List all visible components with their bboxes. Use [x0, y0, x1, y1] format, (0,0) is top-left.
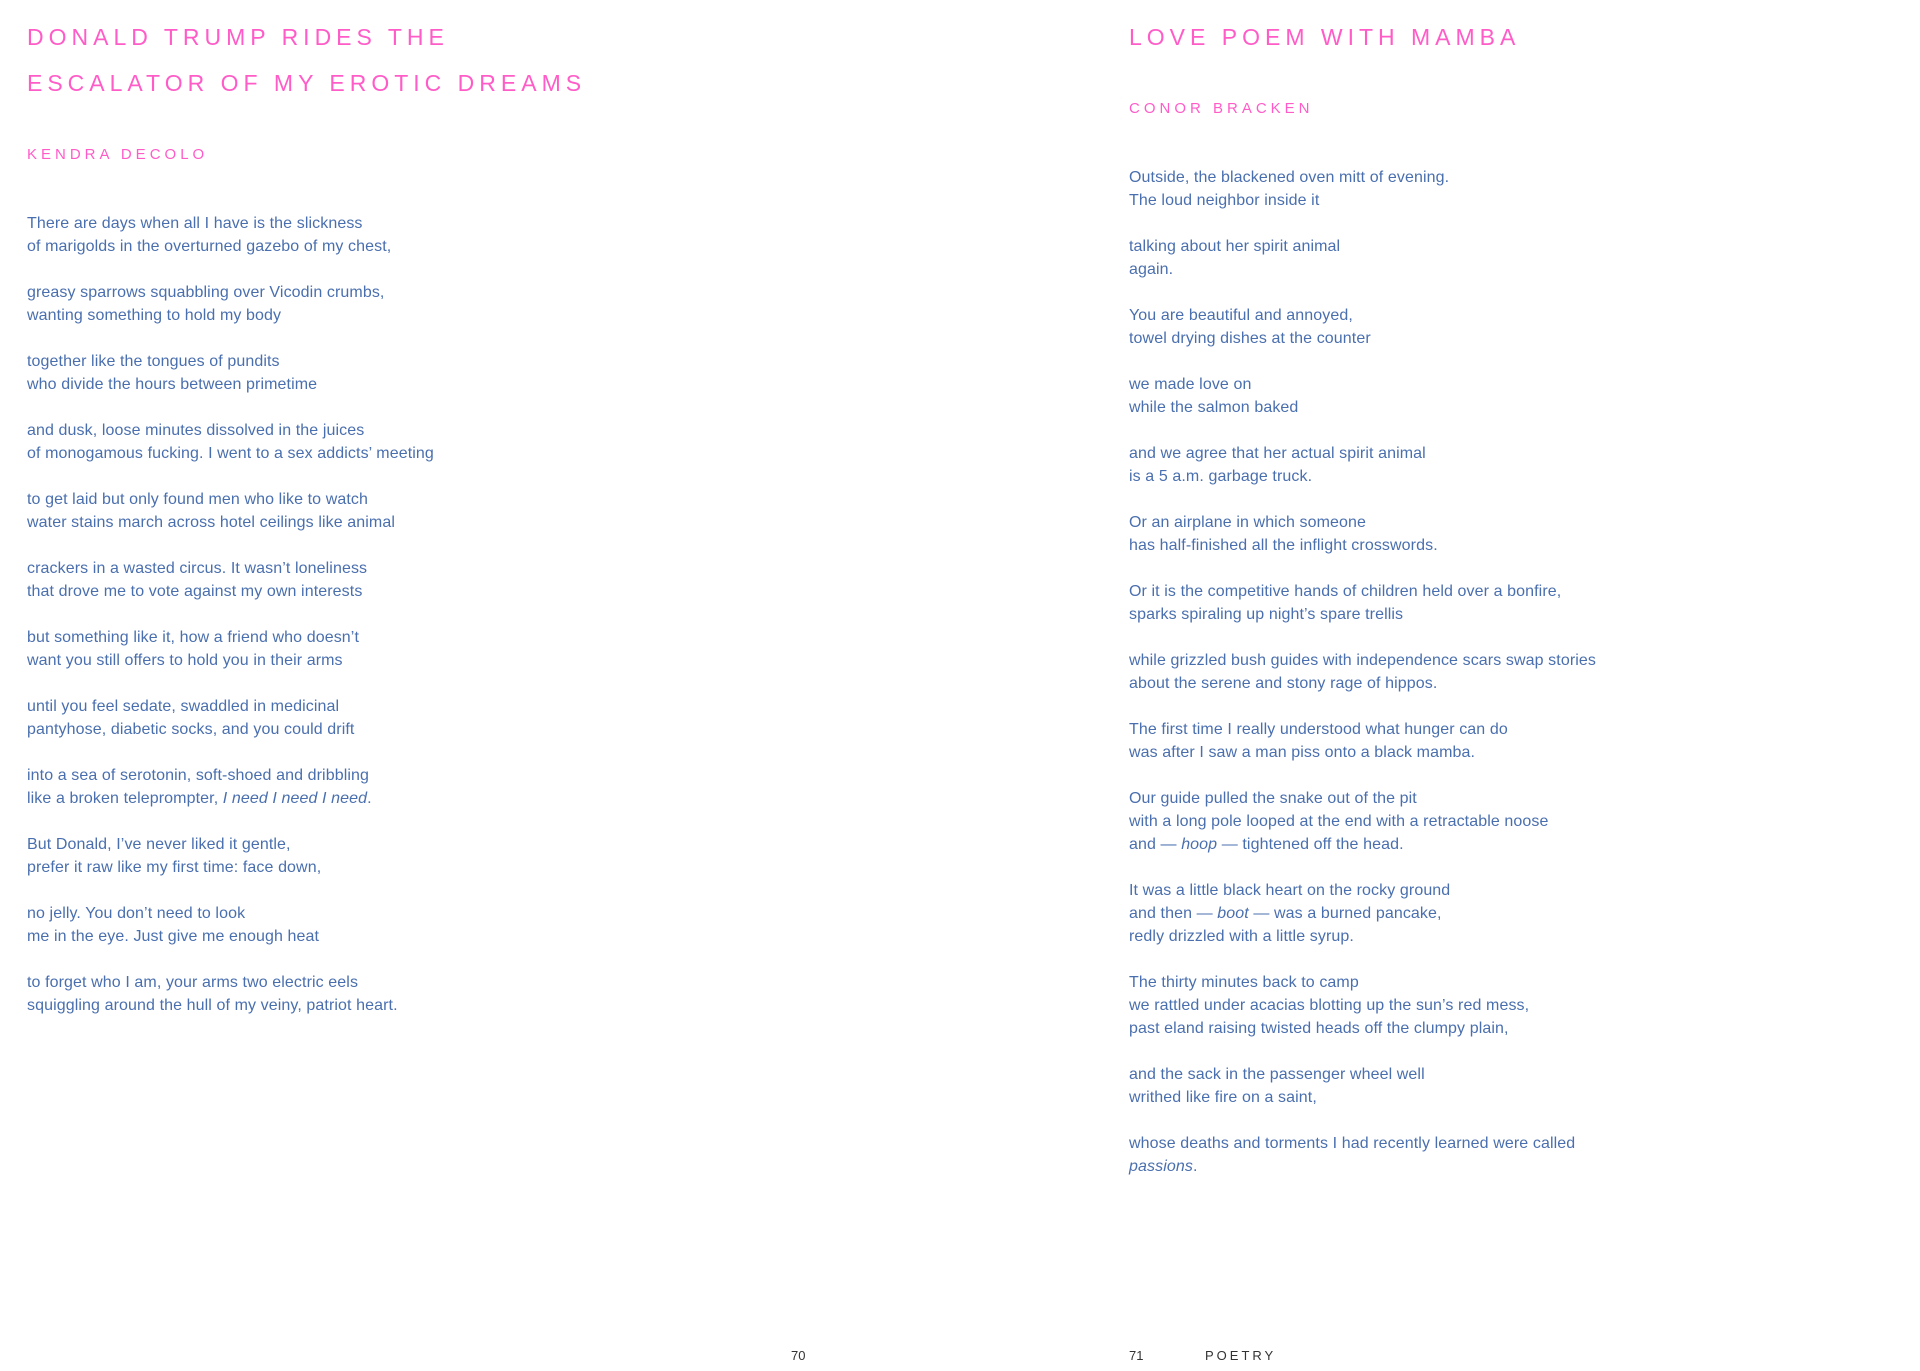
verse-line: redly drizzled with a little syrup. [1129, 928, 1354, 945]
verse-line: writhed like fire on a saint, [1129, 1089, 1317, 1106]
stanza-1 [1129, 166, 1829, 212]
verse-line: water stains march across hotel ceilings like animal [27, 514, 396, 531]
stanza-12 [27, 971, 627, 1017]
verse-line: want you still offers to hold you in their arms [27, 652, 343, 669]
title-line: DONALD TRUMP RIDES THE [27, 24, 449, 50]
verse-line-with-italic [1129, 1155, 1829, 1178]
verse-line: into a sea of serotonin, soft-shoed and dribbling [27, 767, 370, 784]
verse-punctuation: . [367, 790, 372, 807]
verse-line: has half-finished all the inflight crosswords. [1129, 537, 1438, 554]
stanza-6 [1129, 511, 1829, 557]
verse-text: and — [1129, 836, 1182, 853]
stanza-7 [27, 626, 627, 672]
poem-title: LOVE POEM WITH MAMBA [1129, 24, 1521, 50]
stanza-2 [27, 281, 627, 327]
verse-line: no jelly. You don’t need to look [27, 905, 246, 922]
stanza-5 [1129, 442, 1829, 488]
verse-line: Outside, the blackened oven mitt of evening. [1129, 169, 1450, 186]
stanza-9 [27, 764, 627, 810]
stanza-11 [1129, 879, 1829, 948]
page-number: 70 [791, 1348, 806, 1363]
verse-line: with a long pole looped at the end with a retractable noose [1129, 813, 1549, 830]
stanza-2 [1129, 235, 1829, 281]
verse-line: and we agree that her actual spirit animal [1129, 445, 1426, 462]
section-running-head: POETRY [1205, 1348, 1277, 1363]
verse-line: until you feel sedate, swaddled in medicinal [27, 698, 340, 715]
stanza-10 [27, 833, 627, 879]
verse-line-with-italic [27, 787, 627, 810]
verse-line: It was a little black heart on the rocky ground [1129, 882, 1451, 899]
verse-line: me in the eye. Just give me enough heat [27, 928, 320, 945]
verse-line: The loud neighbor inside it [1129, 192, 1320, 209]
verse-line: wanting something to hold my body [27, 307, 282, 324]
verse-punctuation: . [1192, 1158, 1198, 1175]
verse-line: together like the tongues of pundits [27, 353, 280, 370]
poem-author: CONOR BRACKEN [1129, 100, 1314, 117]
verse-line: whose deaths and torments I had recently learned were called [1129, 1135, 1576, 1152]
stanza-9 [1129, 718, 1829, 764]
verse-line: to get laid but only found men who like to watch [27, 491, 369, 508]
verse-line: greasy sparrows squabbling over Vicodin crumbs, [27, 284, 385, 301]
verse-line: But Donald, I’ve never liked it gentle, [27, 836, 291, 853]
right-page [960, 0, 1920, 1371]
verse-text: — tightened off the head. [1217, 836, 1404, 853]
stanza-3 [1129, 304, 1829, 350]
stanza-14 [1129, 1132, 1829, 1178]
verse-text: and then — [1129, 905, 1218, 922]
stanza-8 [1129, 649, 1829, 695]
verse-line: and the sack in the passenger wheel well [1129, 1066, 1425, 1083]
verse-line: was after I saw a man piss onto a black mamba. [1129, 744, 1476, 761]
verse-line: Our guide pulled the snake out of the pit [1129, 790, 1417, 807]
italic-word-boot: boot [1217, 905, 1249, 922]
verse-line: The first time I really understood what hunger can do [1129, 721, 1508, 738]
stanza-5 [27, 488, 627, 534]
verse-line: again. [1129, 261, 1174, 278]
stanza-7 [1129, 580, 1829, 626]
verse-line: about the serene and stony rage of hippos. [1129, 675, 1438, 692]
verse-line: is a 5 a.m. garbage truck. [1129, 468, 1313, 485]
verse-line: of marigolds in the overturned gazebo of my chest, [27, 238, 392, 255]
verse-line: sparks spiraling up night’s spare trellis [1129, 606, 1404, 623]
verse-line: that drove me to vote against my own interests [27, 583, 363, 600]
verse-text: — was a burned pancake, [1248, 905, 1442, 922]
verse-line: who divide the hours between primetime [27, 376, 318, 393]
verse-line: of monogamous fucking. I went to a sex addicts’ meeting [27, 445, 434, 462]
verse-line: crackers in a wasted circus. It wasn’t loneliness [27, 560, 368, 577]
stanza-4 [1129, 373, 1829, 419]
italic-phrase: I need I need I need [222, 790, 368, 807]
stanza-12 [1129, 971, 1829, 1040]
stanza-3 [27, 350, 627, 396]
verse-text: like a broken teleprompter, [27, 790, 223, 807]
verse-line: squiggling around the hull of my veiny, patriot heart. [27, 997, 398, 1014]
verse-line: The thirty minutes back to camp [1129, 974, 1359, 991]
verse-line: There are days when all I have is the slickness [27, 215, 363, 232]
poem-author: KENDRA DECOLO [27, 146, 209, 163]
italic-word-passions: passions [1129, 1158, 1193, 1175]
verse-line: Or it is the competitive hands of children held over a bonfire, [1129, 583, 1562, 600]
verse-line: to forget who I am, your arms two electric eels [27, 974, 359, 991]
verse-line: You are beautiful and annoyed, [1129, 307, 1353, 324]
page-number: 71 [1129, 1348, 1144, 1363]
verse-line: Or an airplane in which someone [1129, 514, 1367, 531]
verse-line: towel drying dishes at the counter [1129, 330, 1371, 347]
stanza-4 [27, 419, 627, 465]
verse-line: pantyhose, diabetic socks, and you could drift [27, 721, 355, 738]
poem-body [27, 212, 627, 1040]
verse-line: prefer it raw like my first time: face down, [27, 859, 322, 876]
verse-line: and dusk, loose minutes dissolved in the juices [27, 422, 365, 439]
verse-line: while the salmon baked [1129, 399, 1299, 416]
verse-line: past eland raising twisted heads off the clumpy plain, [1129, 1020, 1509, 1037]
stanza-6 [27, 557, 627, 603]
stanza-8 [27, 695, 627, 741]
poem-title [27, 14, 586, 106]
verse-line: talking about her spirit animal [1129, 238, 1341, 255]
verse-line: but something like it, how a friend who doesn’t [27, 629, 359, 646]
stanza-10 [1129, 787, 1829, 856]
title-line: ESCALATOR OF MY EROTIC DREAMS [27, 70, 587, 96]
stanza-11 [27, 902, 627, 948]
stanza-1 [27, 212, 627, 258]
poem-body [1129, 166, 1829, 1201]
verse-line-with-italic [1129, 902, 1829, 925]
verse-line: we made love on [1129, 376, 1252, 393]
italic-word-hoop: hoop [1181, 836, 1218, 853]
verse-line-with-italic [1129, 833, 1829, 856]
verse-line: we rattled under acacias blotting up the sun’s red mess, [1129, 997, 1530, 1014]
stanza-13 [1129, 1063, 1829, 1109]
verse-line: while grizzled bush guides with independence scars swap stories [1129, 652, 1596, 669]
